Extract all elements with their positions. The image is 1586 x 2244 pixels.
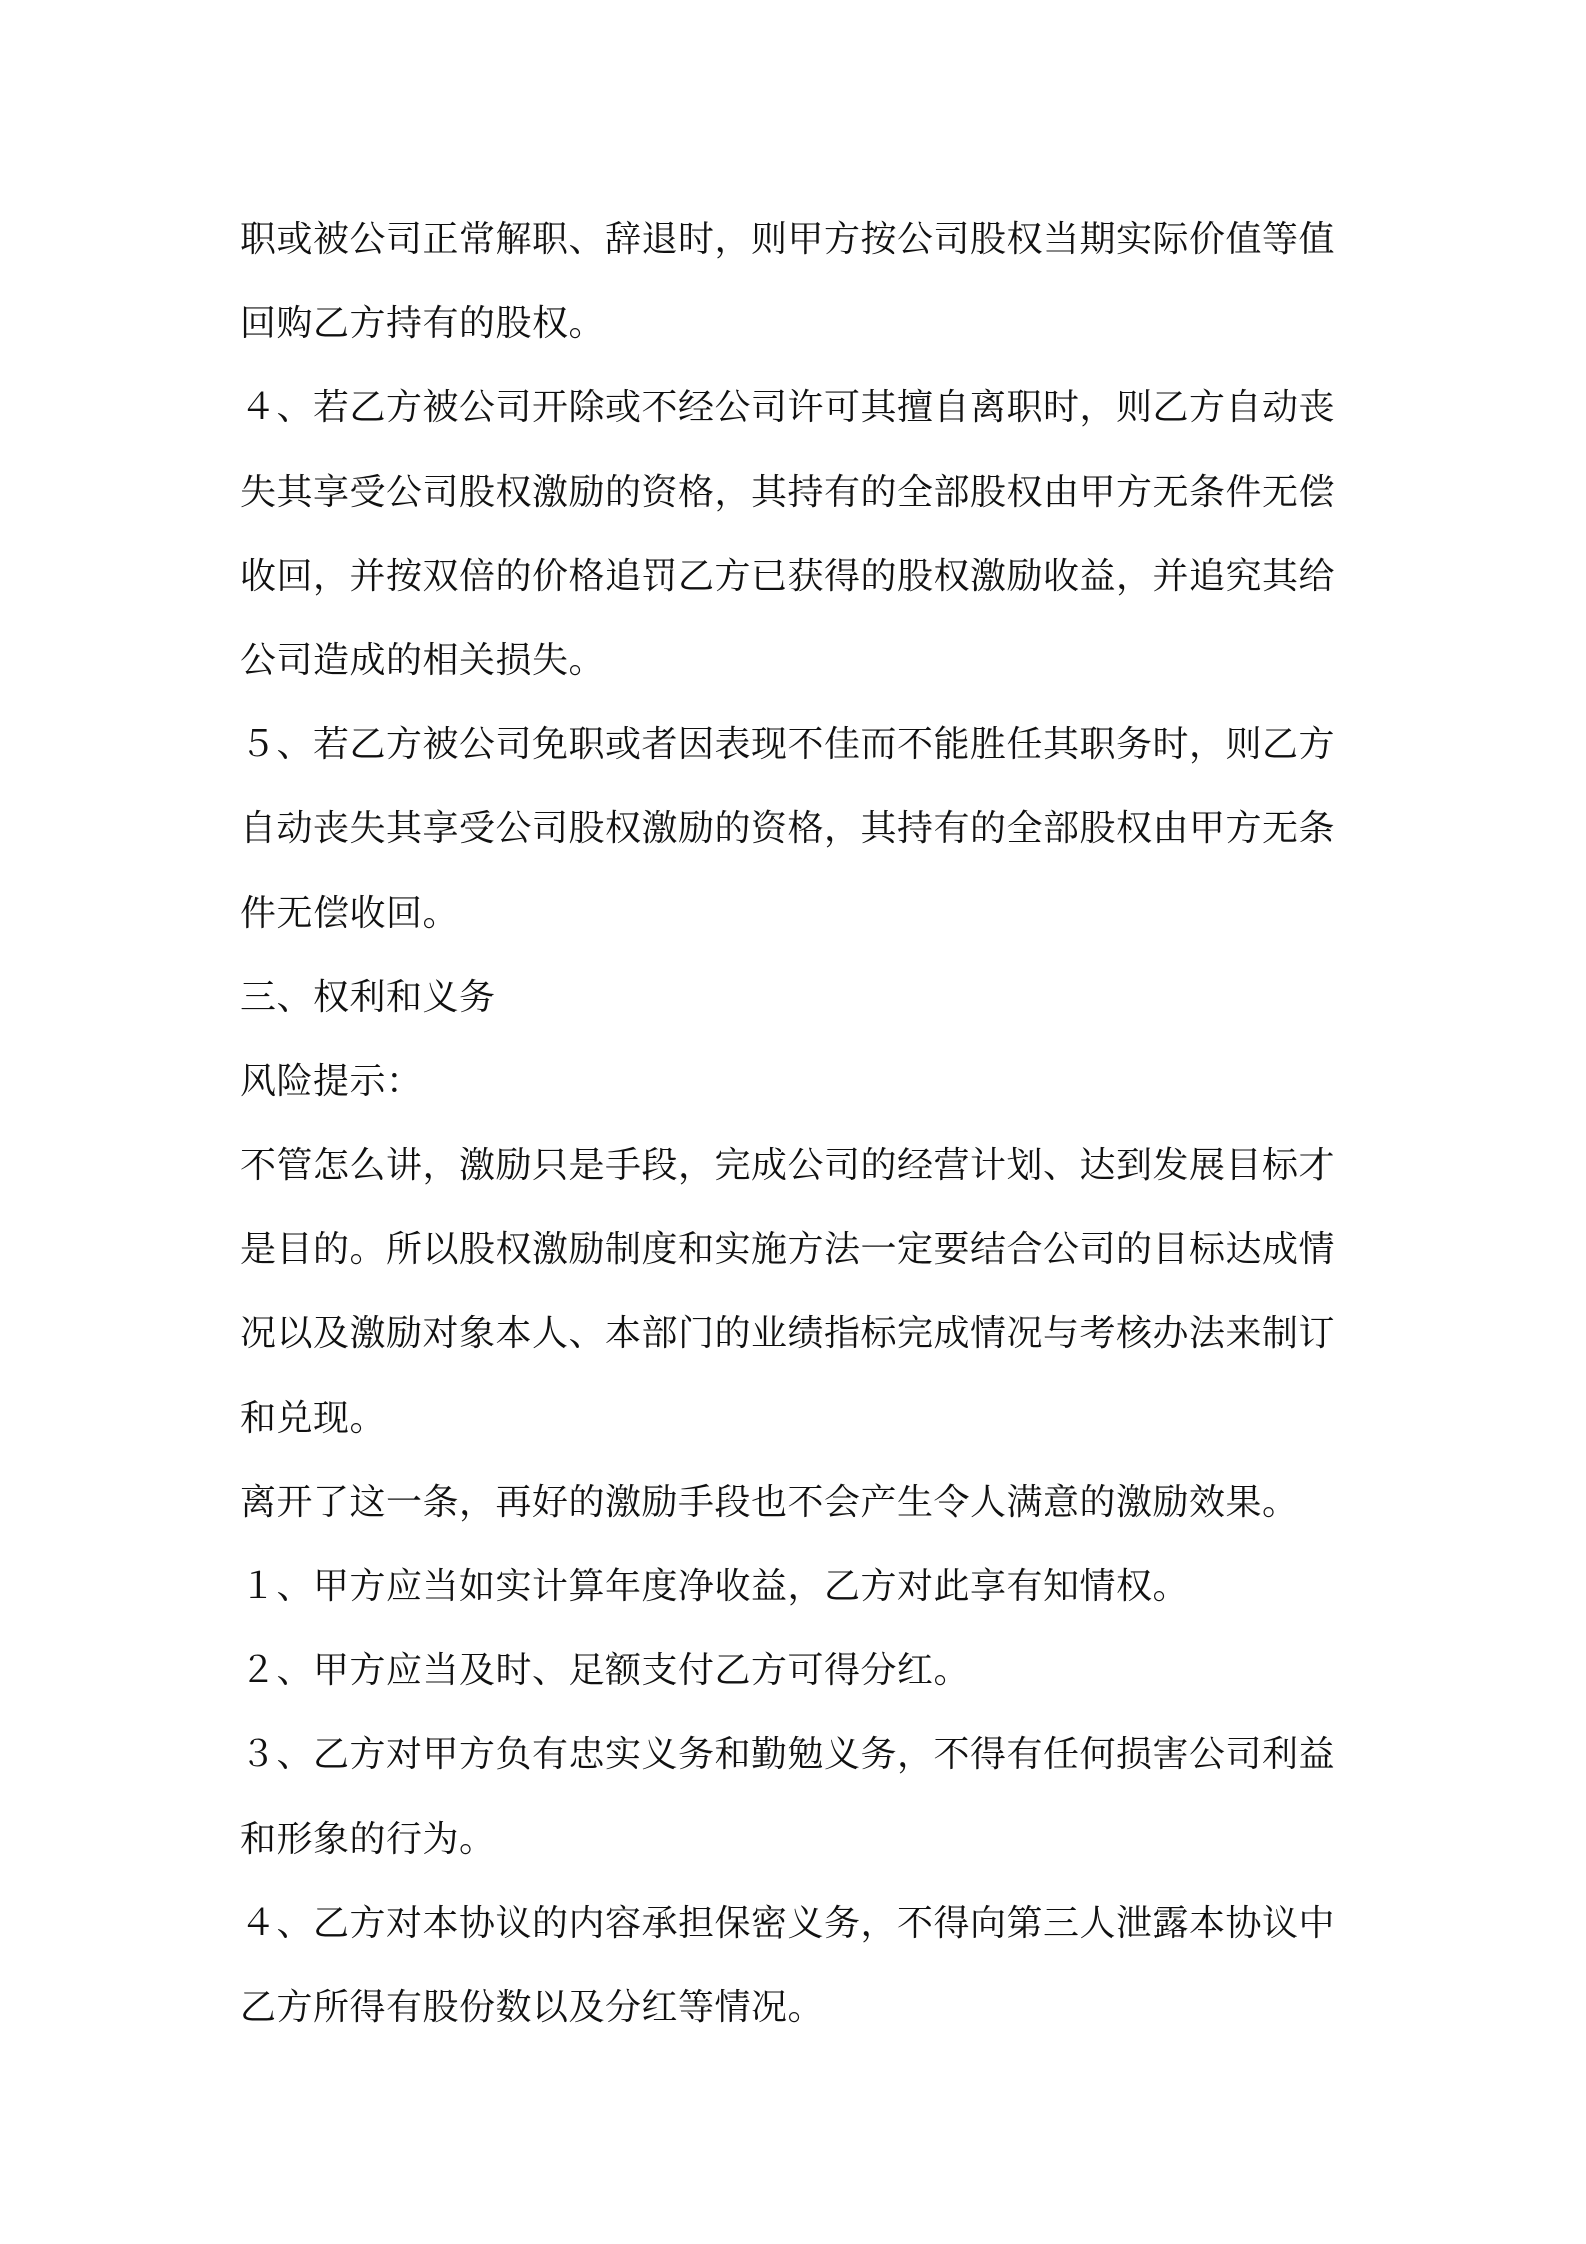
section-heading: 三、权利和义务	[240, 976, 496, 1018]
text-line: 失其享受公司股权激励的资格，其持有的全部股权由甲方无条件无偿	[240, 471, 1336, 513]
text-line: １、甲方应当如实计算年度净收益，乙方对此享有知情权。	[240, 1566, 1190, 1607]
text-line: 离开了这一条，再好的激励手段也不会产生令人满意的激励效果。	[240, 1481, 1299, 1523]
text-line: ３、乙方对甲方负有忠实义务和勤勉义务，不得有任何损害公司利益	[240, 1734, 1336, 1776]
text-line: ２、甲方应当及时、足额支付乙方可得分红。	[240, 1650, 971, 1692]
text-line: ４、乙方对本协议的内容承担保密义务，不得向第三人泄露本协议中	[240, 1902, 1336, 1944]
text-line: 收回，并按双倍的价格追罚乙方已获得的股权激励收益，并追究其给	[240, 555, 1336, 597]
text-line: 况以及激励对象本人、本部门的业绩指标完成情况与考核办法来制订	[240, 1313, 1336, 1355]
document-body	[240, 198, 1370, 2050]
text-line: 自动丧失其享受公司股权激励的资格，其持有的全部股权由甲方无条	[240, 808, 1336, 850]
risk-tip-label: 风险提示：	[240, 1060, 423, 1102]
text-line: 回购乙方持有的股权。	[240, 303, 606, 345]
text-line: 是目的。所以股权激励制度和实施方法一定要结合公司的目标达成情	[240, 1229, 1336, 1271]
text-line: 件无偿收回。	[240, 892, 460, 934]
text-line: ５、若乙方被公司免职或者因表现不佳而不能胜任其职务时，则乙方	[240, 724, 1336, 766]
text-line: 和形象的行为。	[240, 1818, 496, 1860]
text-line: 职或被公司正常解职、辞退时，则甲方按公司股权当期实际价值等值	[240, 219, 1336, 260]
text-line: 和兑现。	[240, 1397, 387, 1439]
text-line: 公司造成的相关损失。	[240, 639, 606, 681]
text-line: 乙方所得有股份数以及分红等情况。	[240, 1986, 825, 2028]
text-line: ４、若乙方被公司开除或不经公司许可其擅自离职时，则乙方自动丧	[240, 387, 1336, 429]
text-line: 不管怎么讲，激励只是手段，完成公司的经营计划、达到发展目标才	[240, 1145, 1336, 1187]
